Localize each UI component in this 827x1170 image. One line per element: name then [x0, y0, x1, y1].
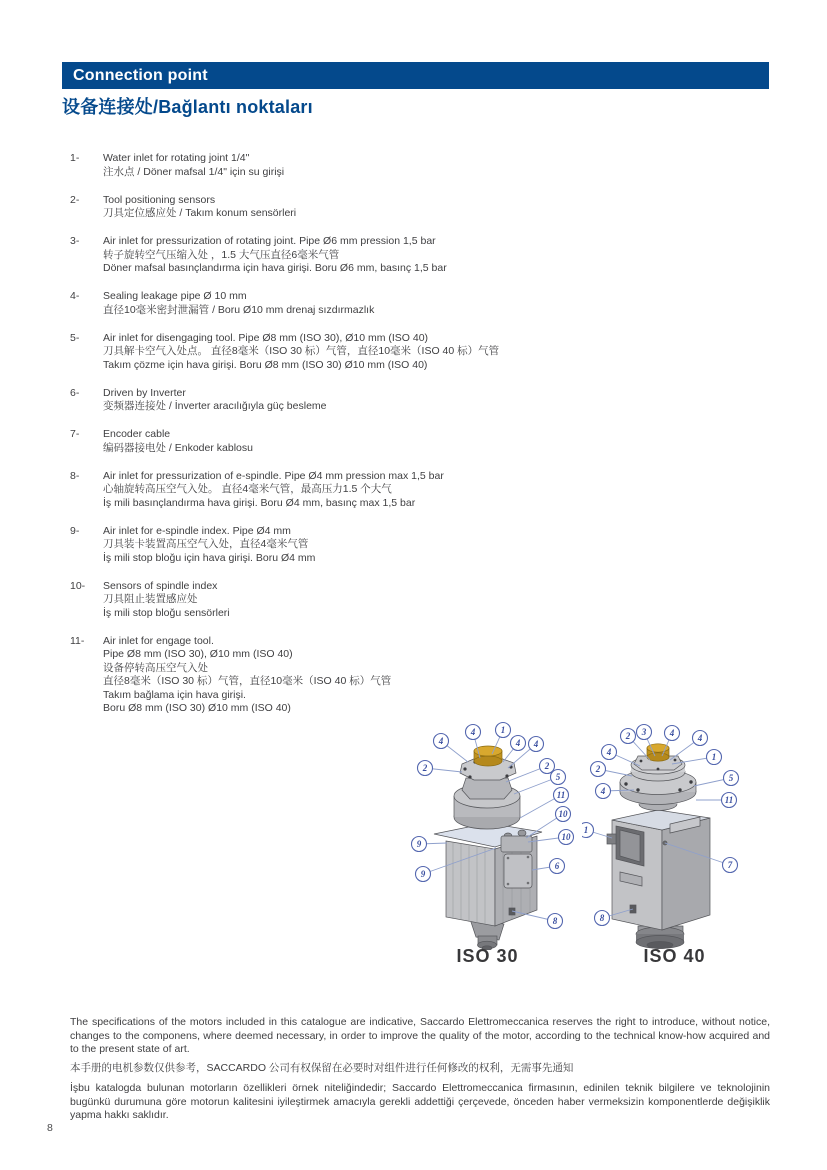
- callout-number: 4: [533, 739, 539, 750]
- callout-number: 4: [515, 738, 521, 749]
- list-item-number: 2-: [70, 193, 80, 206]
- connection-list: [70, 152, 690, 730]
- iso40-label: ISO 40: [643, 946, 706, 966]
- callout-number: 1: [711, 752, 717, 763]
- list-item-line: İş mili basınçlandırma hava girişi. Boru Ø4 mm, basınç max 1,5 bar: [103, 496, 416, 509]
- iso30-diagram: [400, 720, 575, 950]
- callout-number: 2: [422, 763, 428, 774]
- list-item-line: 直径10毫米密封泄漏管 / Boru Ø10 mm drenaj sızdırmazlık: [103, 303, 375, 316]
- list-item-line: 刀具装卡装置高压空气入处，直径4毫米气管: [103, 538, 309, 550]
- list-item-number: 7-: [70, 428, 80, 440]
- list-item-number: 5-: [70, 331, 80, 344]
- list-item-number: 3-: [70, 235, 80, 247]
- iso30-label: ISO 30: [456, 946, 519, 966]
- list-item-line: Driven by Inverter: [103, 386, 186, 399]
- disclaimer-english: The specifications of the motors included in this catalogue are indicative, Saccardo Elettromeccanica reserves the right to introduce, without notice, changes to the componens, where deemed necessary, in order to improve the quality of the motor, according to the technical know-how acquired and to the present state of art.: [70, 1016, 770, 1055]
- list-item-line: 编码器接电处 / Enkoder kablosu: [103, 441, 253, 454]
- callout-number: 4: [600, 786, 606, 797]
- list-item-line: 设备停转高压空气入处: [103, 661, 208, 674]
- list-item-number: 10-: [70, 579, 86, 592]
- list-item-line: 注水点 / Döner mafsal 1/4" için su girişi: [103, 165, 285, 178]
- list-item-line: 刀具阻止装置感应处: [103, 593, 198, 605]
- section-subtitle: 设备连接处/Bağlantı noktaları: [62, 97, 313, 117]
- list-item-line: Air inlet for e-spindle index. Pipe Ø4 mm: [103, 524, 291, 537]
- iso40-machine-drawing: [607, 744, 710, 949]
- list-item-line: Pipe Ø8 mm (ISO 30), Ø10 mm (ISO 40): [103, 648, 293, 660]
- list-item-line: Takım çözme için hava girişi. Boru Ø8 mm (ISO 30) Ø10 mm (ISO 40): [103, 358, 428, 371]
- list-item-line: Boru Ø8 mm (ISO 30) Ø10 mm (ISO 40): [103, 702, 291, 714]
- callout-number: 5: [728, 773, 734, 784]
- section-title: Connection point: [73, 66, 208, 84]
- callout-number: 8: [552, 916, 558, 927]
- list-item-number: 11-: [70, 634, 85, 647]
- callout-number: 4: [438, 736, 444, 747]
- list-item: [70, 332, 690, 373]
- list-item-line: İş mili stop bloğu sensörleri: [103, 606, 230, 619]
- callout-number: 4: [669, 728, 675, 739]
- callout-number: 10: [561, 832, 571, 843]
- iso30-machine-drawing: [434, 746, 542, 950]
- list-item: [70, 194, 690, 221]
- list-item-line: Encoder cable: [103, 428, 171, 440]
- list-item: [70, 152, 690, 179]
- callout-number: 2: [544, 761, 550, 772]
- callout-number: 4: [606, 747, 612, 758]
- list-item-number: 8-: [70, 469, 80, 482]
- list-item-number: 4-: [70, 290, 80, 302]
- list-item-line: Sealing leakage pipe Ø 10 mm: [103, 290, 247, 302]
- list-item: [70, 235, 690, 276]
- callout-number: 1: [500, 725, 506, 736]
- callout-number: 7: [727, 860, 733, 871]
- footer-disclaimer: [70, 1016, 770, 1123]
- list-item-line: 变频器连接处 / İnverter aracılığıyla güç besleme: [103, 400, 327, 412]
- callout-number: 6: [554, 861, 560, 872]
- iso40-diagram: [582, 720, 767, 950]
- list-item-line: Air inlet for disengaging tool. Pipe Ø8 mm (ISO 30), Ø10 mm (ISO 40): [103, 331, 429, 344]
- callout-number: 2: [625, 731, 631, 742]
- list-item-line: 转子旋转空气压缩入处 ，1.5 大气压直径6毫米气管: [103, 248, 340, 261]
- callout-number: 4: [697, 733, 703, 744]
- list-item-line: Air inlet for pressurization of rotating joint. Pipe Ø6 mm pression 1,5 bar: [103, 235, 436, 247]
- callout-number: 10: [558, 809, 568, 820]
- list-item-number: 1-: [70, 152, 80, 164]
- list-item-line: İş mili stop bloğu için hava girişi. Boru Ø4 mm: [103, 551, 316, 564]
- list-item: [70, 428, 690, 455]
- callout-number: 11: [556, 790, 566, 801]
- callout-number: 2: [595, 764, 601, 775]
- list-item-line: Döner mafsal basınçlandırma için hava girişi. Boru Ø6 mm, basınç 1,5 bar: [103, 262, 447, 274]
- section-header-bar: [62, 62, 769, 89]
- list-item-line: Air inlet for pressurization of e-spindle. Pipe Ø4 mm pression max 1,5 bar: [103, 469, 444, 482]
- callout-number: 4: [470, 727, 476, 738]
- list-item: [70, 635, 690, 716]
- list-item: [70, 290, 690, 317]
- list-item: [70, 525, 690, 566]
- callout-number: 8: [599, 913, 605, 924]
- list-item-line: Water inlet for rotating joint 1/4": [103, 152, 250, 164]
- list-item-line: Tool positioning sensors: [103, 193, 216, 206]
- list-item-line: Takım bağlama için hava girişi.: [103, 688, 246, 701]
- disclaimer-chinese: 本手册的电机参数仅供参考，SACCARDO 公司有权保留在必要时对组件进行任何修改的权利，无需事先通知: [70, 1061, 574, 1074]
- page-number: 8: [47, 1122, 53, 1134]
- callout-number: 5: [555, 772, 561, 783]
- list-item-line: Air inlet for engage tool.: [103, 634, 214, 647]
- callout-number: 3: [641, 727, 647, 738]
- list-item: [70, 470, 690, 511]
- callout-number: 9: [420, 869, 426, 880]
- list-item: [70, 580, 690, 621]
- callout-number: 9: [416, 839, 422, 850]
- list-item-line: 直径8毫米（ISO 30 标）气管，直径10毫米（ISO 40 标）气管: [103, 675, 392, 687]
- list-item: [70, 387, 690, 414]
- list-item-line: Sensors of spindle index: [103, 579, 218, 592]
- callout-number: 11: [724, 795, 734, 806]
- list-item-line: 心轴旋转高压空气入处。 直径4毫米气管，最高压力1.5 个大气: [103, 483, 392, 495]
- list-item-line: 刀具定位感应处 / Takım konum sensörleri: [103, 207, 297, 219]
- list-item-number: 6-: [70, 386, 80, 399]
- disclaimer-turkish: İşbu katalogda bulunan motorların özellikleri örnek niteliğindedir; Saccardo Elettromeccanica firmasının, edinilen teknik bilgilere ve teknolojinin bugünkü durumuna göre motorun kalitesini iyileştirmek amacıyla gerekli addettiği çerçevede, önceden haber vermeksizin komponentlerde değişiklik yapma hakkı saklıdır.: [70, 1082, 770, 1121]
- callout-number: 1: [583, 825, 589, 836]
- list-item-line: 刀具解卡空气入处点。 直径8毫米（ISO 30 标）气管，直径10毫米（ISO 40 标）气管: [103, 345, 500, 357]
- list-item-number: 9-: [70, 524, 80, 537]
